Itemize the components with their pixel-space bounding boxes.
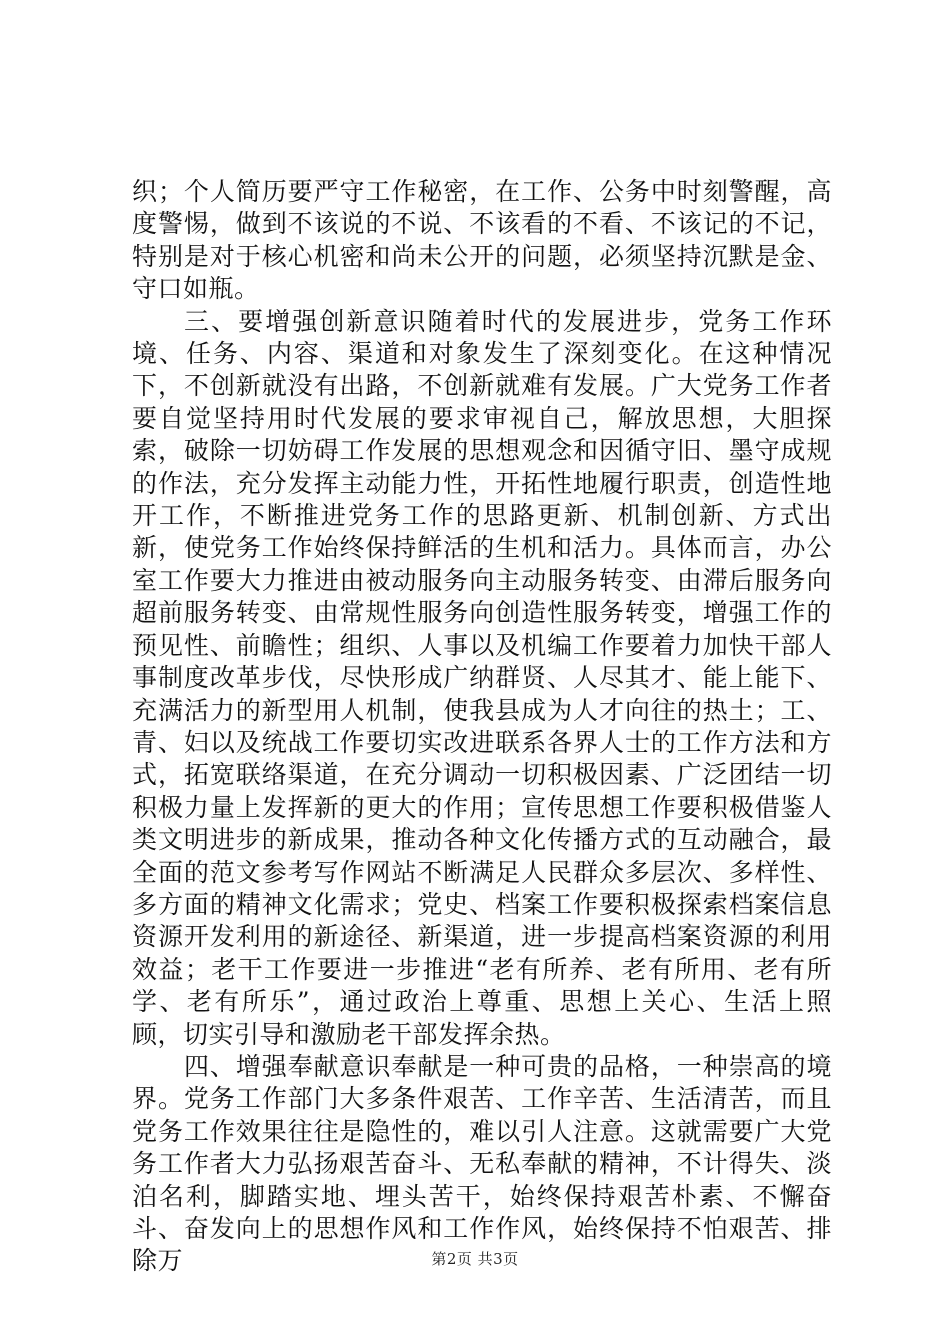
page-footer	[0, 1248, 950, 1269]
paragraph-continuation: 织；个人简历要严守工作秘密，在工作、公务中时刻警醒，高度警惕，做到不该说的不说、不该看的不看、不该记的不记，特别是对于核心机密和尚未公开的问题，必须坚持沉默是金、守口如瓶。	[132, 177, 832, 304]
paragraph-section-three: 三、要增强创新意识随着时代的发展进步，党务工作环境、任务、内容、渠道和对象发生了深刻变化。在这种情况下，不创新就没有出路，不创新就难有发展。广大党务工作者要自觉坚持用时代发展的要求审视自己，解放思想，大胆探索，破除一切妨碍工作发展的思想观念和因循守旧、墨守成规的作法，充分发挥主动能力性，开拓性地履行职责，创造性地开工作，不断推进党务工作的思路更新、机制创新、方式出新，使党务工作始终保持鲜活的生机和活力。具体而言，办公室工作要大力推进由被动服务向主动服务转变、由滞后服务向超前服务转变、由常规性服务向创造性服务转变，增强工作的预见性、前瞻性；组织、人事以及机编工作要着力加快干部人事制度改革步伐，尽快形成广纳群贤、人尽其才、能上能下、充满活力的新型用人机制，使我县成为人才向往的热土；工、青、妇以及统战工作要切实改进联系各界人士的工作方法和方式，拓宽联络渠道，在充分调动一切积极因素、广泛团结一切积极力量上发挥新的更大的作用；宣传思想工作要积极借鉴人类文明进步的新成果，推动各种文化传播方式的互动融合，最全面的范文参考写作网站不断满足人民群众多层次、多样性、多方面的精神文化需求；党史、档案工作要积极探索档案信息资源开发利用的新途径、新渠道，进一步提高档案资源的利用效益；老干工作要进一步推进“老有所养、老有所用、老有所学、老有所乐”，通过政治上尊重、思想上关心、生活上照顾，切实引导和激励老干部发挥余热。	[132, 306, 832, 1049]
page-number-label: 第2页 共3页	[431, 1250, 519, 1268]
document-body	[132, 176, 832, 1278]
paragraph-section-four: 四、增强奉献意识奉献是一种可贵的品格，一种崇高的境界。党务工作部门大多条件艰苦、工作辛苦、生活清苦，而且党务工作效果往往是隐性的，难以引人注意。这就需要广大党务工作者大力弘扬艰苦奋斗、无私奉献的精神，不计得失、淡泊名利，脚踏实地、埋头苦干，始终保持艰苦朴素、不懈奋斗、奋发向上的思想作风和工作作风，始终保持不怕艰苦、排除万	[132, 1051, 832, 1276]
